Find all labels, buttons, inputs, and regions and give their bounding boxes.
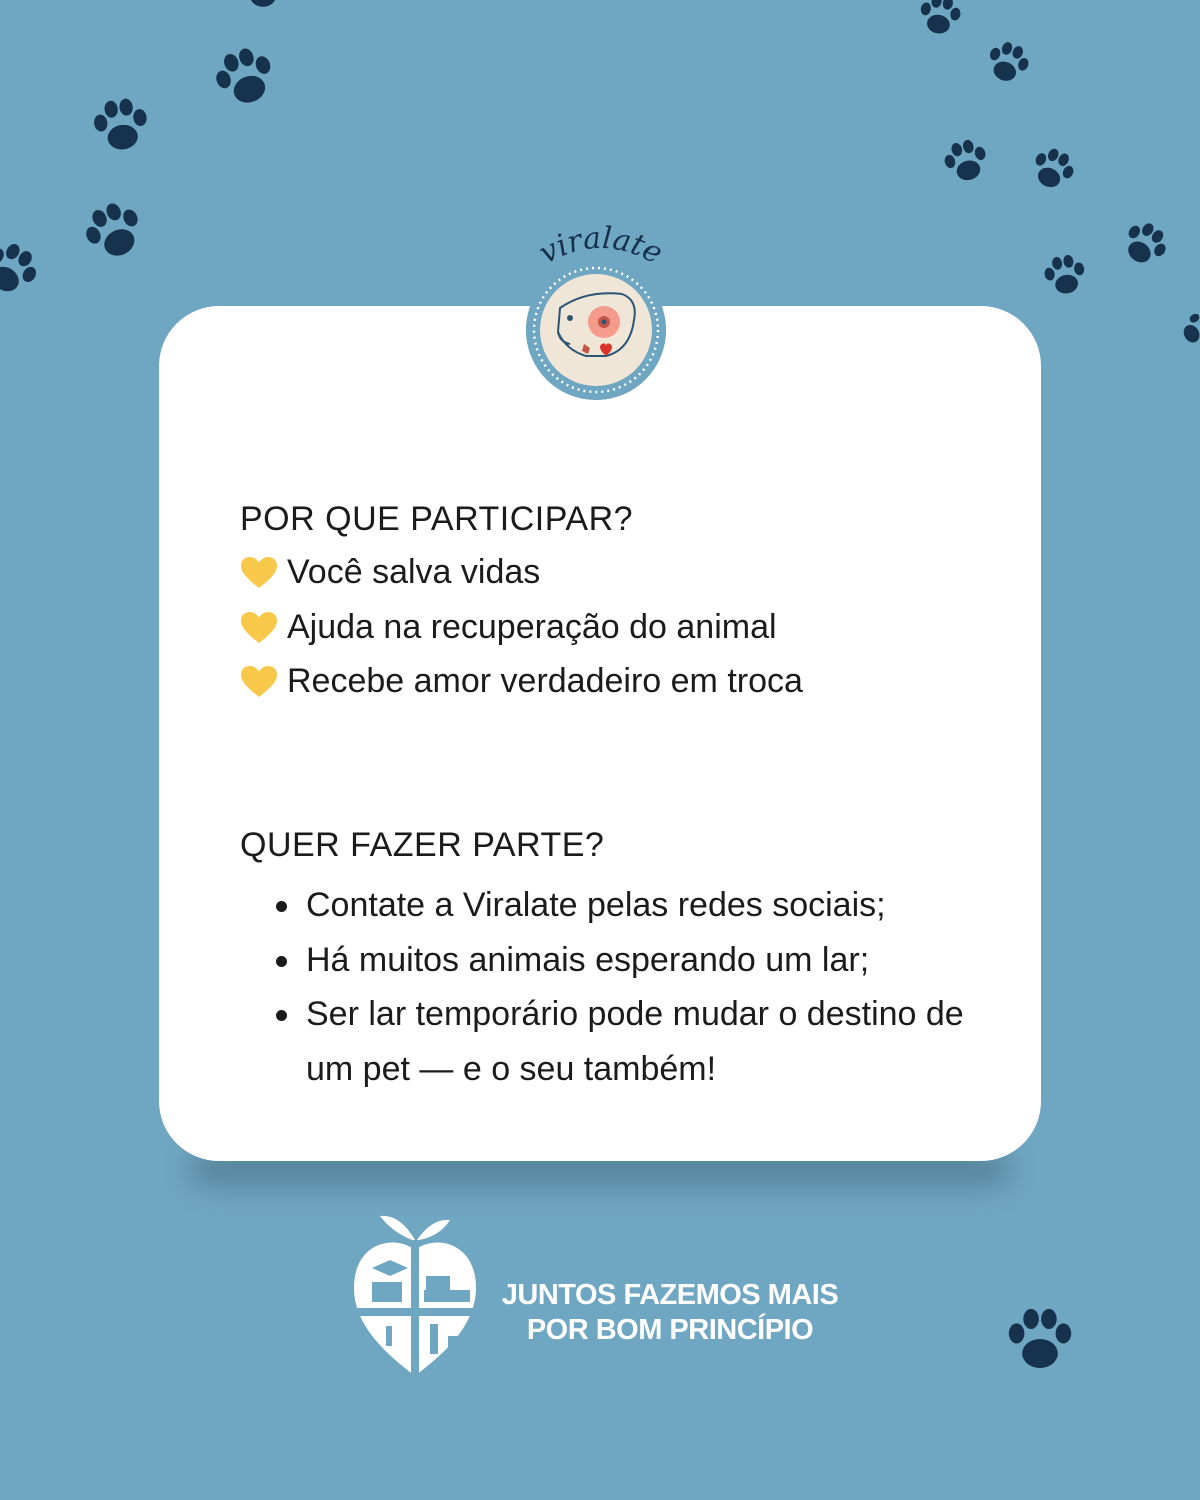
yellow-heart-icon <box>240 611 278 645</box>
list-item <box>240 608 777 647</box>
paw-print-icon <box>235 0 291 14</box>
paw-print-icon <box>69 186 159 276</box>
list-item <box>270 987 990 1096</box>
paw-print-icon <box>1000 1300 1080 1378</box>
list-item-text: Recebe amor verdadeiro em troca <box>287 662 803 700</box>
list-item <box>240 553 540 592</box>
paw-print-icon <box>200 32 290 122</box>
list-item-text: Há muitos animais esperando um lar; <box>306 940 870 979</box>
list-item <box>270 878 990 933</box>
bullet-icon <box>276 901 287 912</box>
paw-print-icon <box>1108 207 1182 281</box>
paw-print-icon <box>911 0 969 44</box>
yellow-heart-icon <box>240 665 278 699</box>
paw-print-icon <box>1019 135 1086 203</box>
paw-print-icon <box>1034 246 1096 305</box>
bullet-icon <box>276 1010 287 1021</box>
list-item <box>240 662 803 701</box>
section-title-join: QUER FAZER PARTE? <box>240 826 605 864</box>
list-item-text: Contate a Viralate pelas redes sociais; <box>306 886 886 924</box>
list-item-text: Ser lar temporário pode mudar o destino de um pet — e o seu também! <box>306 995 964 1088</box>
paw-print-icon <box>84 88 159 163</box>
heart-apple-city-icon <box>350 1210 480 1380</box>
footer-slogan-line1: JUNTOS FAZEMOS MAIS <box>501 1279 839 1311</box>
list-item-text: Ajuda na recuperação do animal <box>287 608 777 646</box>
paw-print-icon <box>1171 303 1200 358</box>
footer-slogan <box>490 1278 850 1348</box>
bullet-icon <box>276 956 287 967</box>
paw-print-icon <box>975 28 1041 97</box>
list-item <box>270 933 990 988</box>
paw-print-icon <box>0 227 53 312</box>
paw-print-icon <box>934 129 998 193</box>
svg-text:viralate: viralate <box>533 222 669 272</box>
footer-slogan-line2: POR BOM PRINCÍPIO <box>526 1314 814 1346</box>
dog-with-flower-icon <box>526 260 666 400</box>
list-item-text: Você salva vidas <box>287 553 541 591</box>
section-title-why-participate: POR QUE PARTICIPAR? <box>240 500 634 538</box>
bullet-list <box>270 878 990 1096</box>
yellow-heart-icon <box>240 556 278 590</box>
